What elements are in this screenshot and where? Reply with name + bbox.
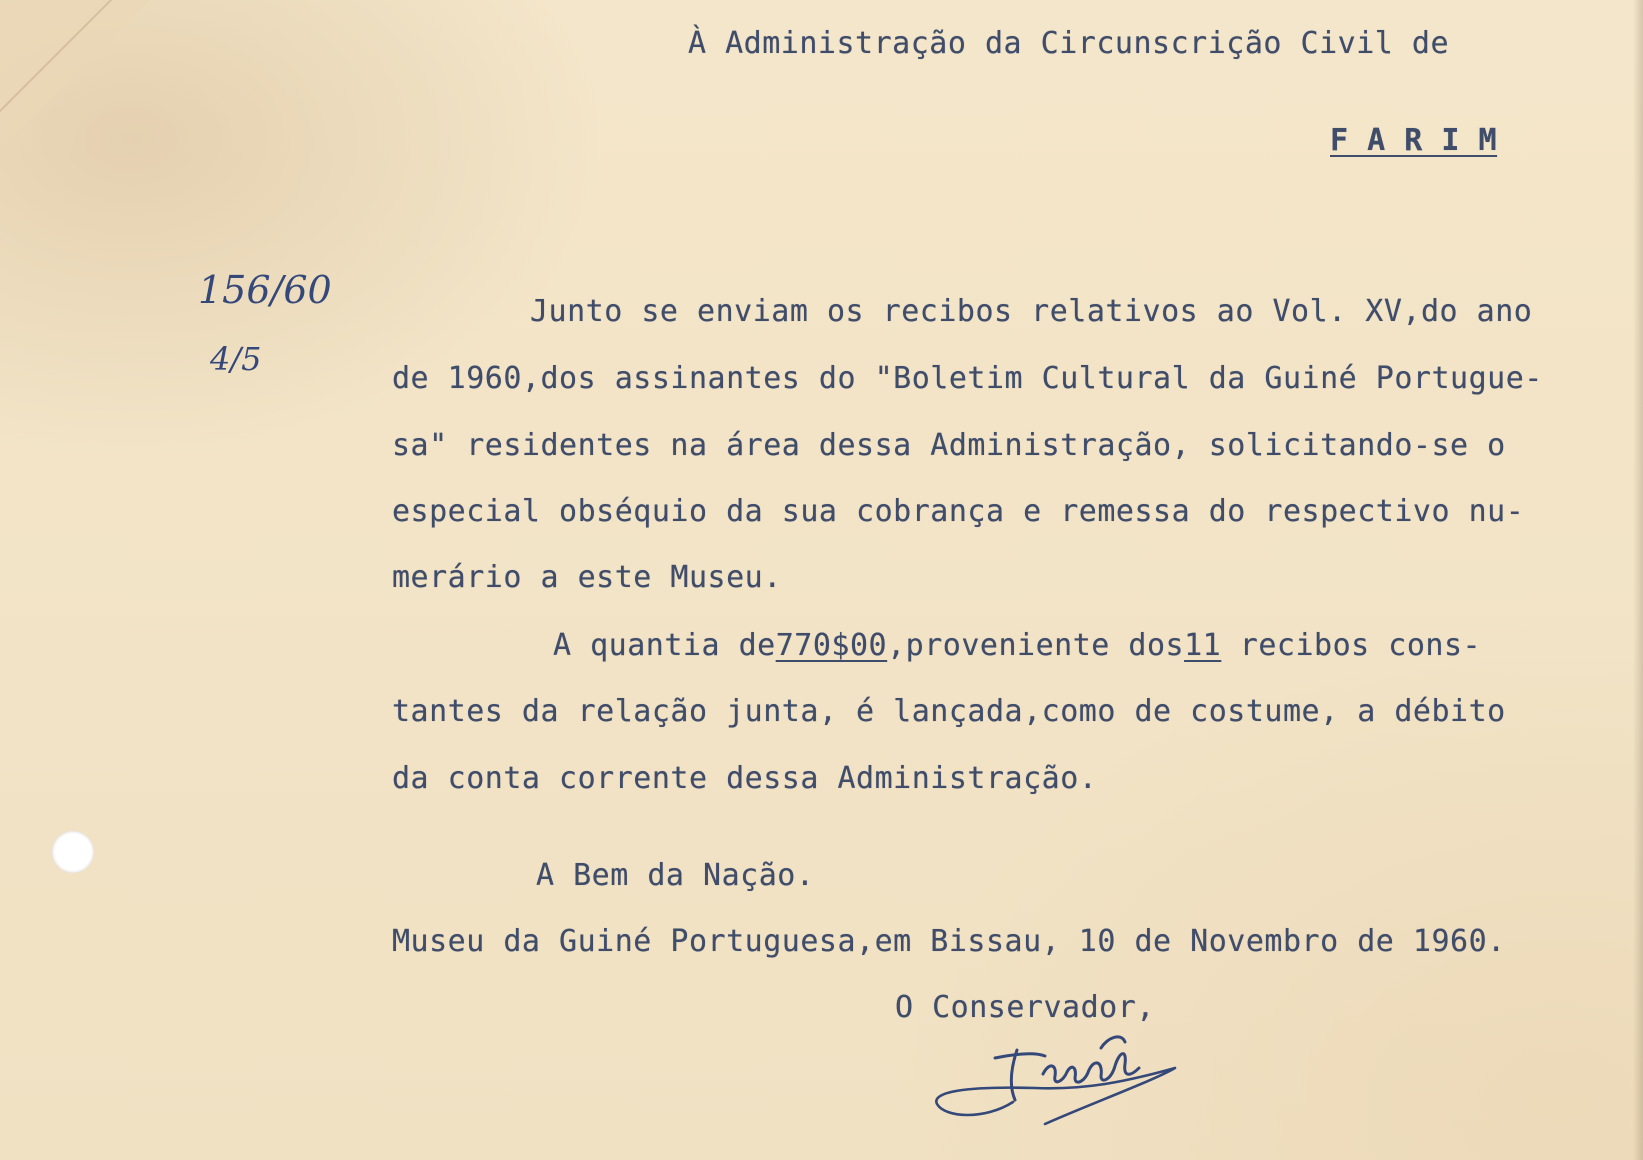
amount-suffix: recibos cons- xyxy=(1239,628,1482,663)
sub-reference-number: 4/5 xyxy=(210,340,262,378)
paragraph1-line2: de 1960,dos assinantes do "Boletim Cultural da Guiné Portugue- xyxy=(392,361,1543,396)
place-and-date: Museu da Guiné Portuguesa,em Bissau, 10 de Novembro de 1960. xyxy=(392,924,1506,959)
amount-prefix: A quantia de xyxy=(553,628,776,663)
paragraph2-line1 xyxy=(553,628,1481,663)
signatory-title: O Conservador, xyxy=(895,990,1155,1025)
punch-hole xyxy=(52,831,94,873)
page-edge-shadow xyxy=(1633,0,1643,1160)
reference-number: 156/60 xyxy=(198,268,332,312)
amount-middle: ,proveniente dos xyxy=(887,628,1185,663)
handwritten-signature xyxy=(925,1028,1185,1138)
paragraph2-line2: tantes da relação junta, é lançada,como de costume, a débito xyxy=(392,694,1506,729)
folded-corner xyxy=(0,0,150,150)
amount-value: 770$00 xyxy=(775,628,888,663)
addressee-place xyxy=(1330,123,1497,158)
paragraph1-line5: merário a este Museu. xyxy=(392,560,782,595)
paragraph1-line4: especial obséquio da sua cobrança e remessa do respectivo nu- xyxy=(392,494,1525,529)
paragraph2-line3: da conta corrente dessa Administração. xyxy=(392,761,1098,796)
addressee-line: À Administração da Circunscrição Civil de xyxy=(688,26,1450,61)
place-name: F A R I M xyxy=(1330,123,1498,158)
paragraph1-line3: sa" residentes na área dessa Administração, solicitando-se o xyxy=(392,428,1506,463)
receipt-count: 11 xyxy=(1184,628,1222,663)
salutation: A Bem da Nação. xyxy=(536,858,815,893)
paragraph1-line1: Junto se enviam os recibos relativos ao Vol. XV,do ano xyxy=(530,294,1533,329)
